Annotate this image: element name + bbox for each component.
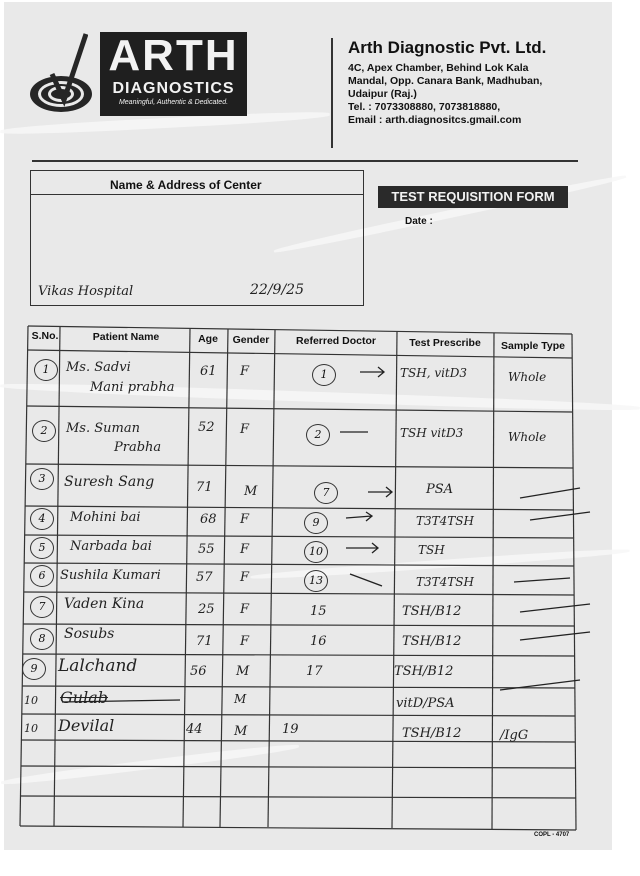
row-sno: 7 [30,596,54,618]
doctor-number: 1 [312,364,336,386]
patient-name: Ms. Suman [66,421,140,436]
patient-name: Sushila Kumari [60,568,161,583]
row-sno: 2 [32,420,56,442]
center-handwritten-name: Vikas Hospital [38,284,134,299]
patient-gender: M [236,664,250,679]
row-sno: 4 [30,508,54,530]
patient-gender: F [240,634,250,649]
patient-gender: M [234,692,247,706]
address-line: Mandal, Opp. Canara Bank, Madhuban, [348,75,543,87]
company-phone: Tel. : 7073308880, 7073818880, [348,101,501,113]
test-prescribed: vitD/PSA [396,696,455,711]
row-sno: 8 [30,628,54,650]
patient-name: Suresh Sang [64,474,155,490]
patient-age: 55 [198,542,215,557]
patient-name: Gulab [60,688,108,707]
patient-age: 56 [190,664,207,679]
patient-name: Sosubs [64,626,115,642]
test-prescribed: TSH/B12 [402,634,462,649]
patient-name: Narbada bai [70,539,152,554]
patient-name: Devilal [58,716,115,735]
patient-age: 71 [196,480,213,495]
test-prescribed: TSH [418,543,445,557]
patient-name: Mohini bai [70,510,141,525]
patient-age: 25 [198,602,215,617]
test-prescribed: TSH vitD3 [400,426,464,440]
patient-age: 61 [200,364,217,379]
doctor-number: 19 [282,722,299,737]
patient-name: Lalchand [58,656,138,676]
test-prescribed: PSA [426,482,454,497]
patient-gender: F [240,570,250,585]
patient-gender: F [240,542,250,557]
patient-age: 52 [198,420,215,435]
center-title: Name & Address of Center [110,178,262,192]
address-line: Udaipur (Raj.) [348,88,417,100]
row-sno: 5 [30,537,54,559]
patient-gender: F [240,602,250,617]
brand-sub: DIAGNOSTICS [112,80,235,97]
row-sno: 10 [24,694,38,707]
patient-name-line2: Mani prabha [90,380,175,395]
test-prescribed: TSH/B12 [402,726,462,741]
sample-type: Whole [508,370,547,384]
test-prescribed: TSH/B12 [394,664,454,679]
patient-age: 68 [200,512,217,527]
patient-gender: M [234,724,248,739]
test-prescribed: T3T4TSH [416,514,474,528]
patient-gender: F [240,422,250,437]
patient-name: Ms. Sadvi [66,360,131,375]
patient-gender: F [240,364,250,379]
header-sample-type: Sample Type [501,340,565,352]
company-name: Arth Diagnostic Pvt. Ltd. [348,38,547,57]
row-sno: 1 [34,359,58,381]
center-handwritten-date: 22/9/25 [250,282,304,298]
company-email: Email : arth.diagnositcs.gmail.com [348,114,522,126]
header-patient-name: Patient Name [92,331,160,343]
address-line: 4C, Apex Chamber, Behind Lok Kala [348,62,529,74]
patient-name-line2: Prabha [114,440,162,455]
row-sno: 3 [30,468,54,490]
test-prescribed: T3T4TSH [416,575,474,589]
row-sno: 10 [24,722,38,735]
sample-type: /IgG [500,728,529,743]
date-label: Date : [405,216,433,227]
brand-tagline: Meaningful, Authentic & Dedicated. [118,99,229,106]
patient-age: 57 [196,570,213,585]
doctor-number: 13 [304,570,328,592]
patient-gender: M [244,484,258,499]
patient-gender: F [240,512,250,527]
header-age: Age [198,333,218,345]
doctor-number: 10 [304,541,328,563]
doctor-number: 9 [304,512,328,534]
patient-name: Vaden Kina [64,596,145,612]
form-title: TEST REQUISITION FORM [378,186,568,208]
test-prescribed: TSH/B12 [402,604,462,619]
doctor-number: 17 [306,664,323,679]
doctor-number: 7 [314,482,338,504]
doctor-number: 2 [306,424,330,446]
patient-age: 71 [196,634,213,649]
doctor-number: 16 [310,634,327,649]
row-sno: 6 [30,565,54,587]
patient-age: 44 [186,722,203,737]
header-test-prescribe: Test Prescribe [409,337,481,349]
form-code: COPL - 4707 [534,832,570,838]
sample-type: Whole [508,430,547,444]
header-sno: S.No. [31,330,59,342]
header-gender: Gender [232,334,270,346]
header-referred-doctor: Referred Doctor [296,335,376,347]
row-sno: 9 [22,658,46,680]
brand-name: ARTH [108,31,239,80]
doctor-number: 15 [310,604,327,619]
test-prescribed: TSH, vitD3 [400,366,468,380]
